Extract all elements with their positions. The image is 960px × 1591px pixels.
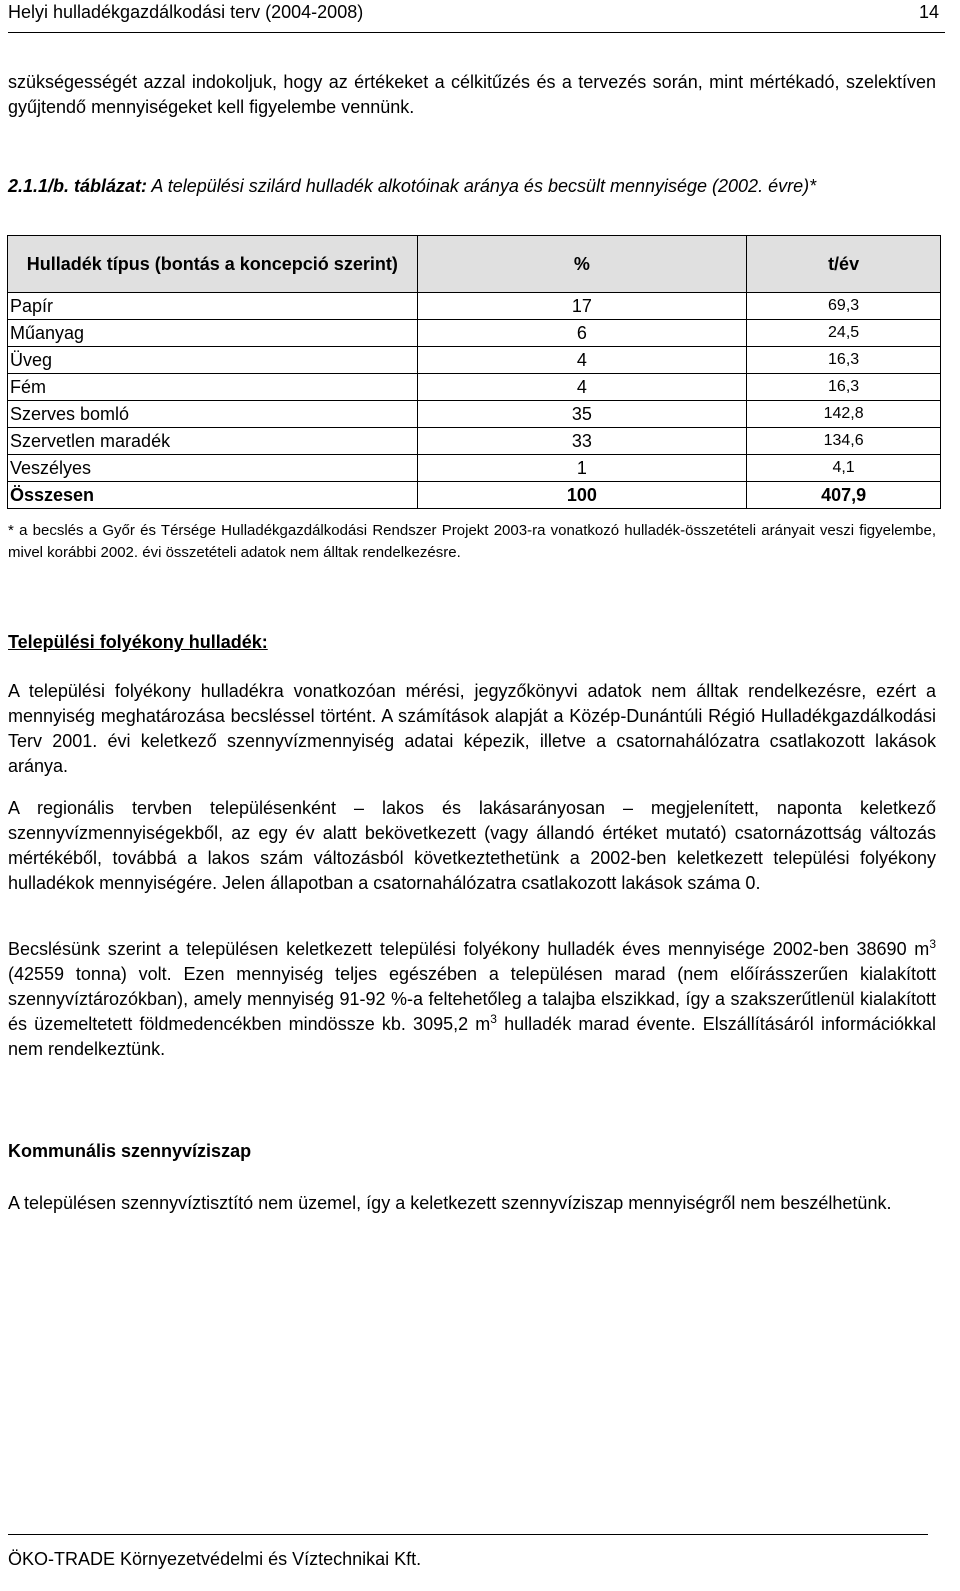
- table-total-row: [8, 482, 941, 509]
- waste-composition-table: [7, 235, 941, 509]
- table-row: [8, 293, 941, 320]
- page-header: [8, 0, 945, 33]
- percent-cell: 6: [417, 320, 747, 347]
- waste-type-cell: Szerves bomló: [8, 401, 418, 428]
- paragraph-3-part-a: Becslésünk szerint a településen keletkezett települési folyékony hulladék éves mennyisége 2002-ben 38690 m: [8, 939, 930, 959]
- table-footnote: * a becslés a Győr és Térsége Hulladékgazdálkodási Rendszer Projekt 2003-ra vonatkozó hulladék-összetételi arányait veszi figyelembe, mivel korábbi 2002. évi összetételi adatok nem álltak rendelkezésre.: [8, 522, 936, 561]
- waste-type-cell: Szervetlen maradék: [8, 428, 418, 455]
- waste-type-cell: Műanyag: [8, 320, 418, 347]
- footer-company: ÖKO-TRADE Környezetvédelmi és Víztechnikai Kft.: [8, 1549, 422, 1569]
- header-percent: %: [417, 236, 747, 293]
- waste-type-cell: Veszélyes: [8, 455, 418, 482]
- tons-cell: 16,3: [747, 374, 941, 401]
- tons-cell: 24,5: [747, 320, 941, 347]
- percent-cell: 17: [417, 293, 747, 320]
- table-caption: [8, 174, 936, 199]
- table-caption-label: 2.1.1/b. táblázat:: [8, 176, 148, 196]
- paragraph-3-part-b: (42559 tonna) volt. Ezen mennyiség teljes egészében a településen marad (nem előírásszerűen kialakított szennyvíztározókban), amely mennyiség 91-92 %-a feltehetőleg a talajba elszikkad, így a szakszerűtlenül kialakított és üzemeltetett földmedencékben mindössze kb. 3095,2 m: [8, 964, 936, 1034]
- header-waste-type: Hulladék típus (bontás a koncepció szerint): [8, 236, 418, 293]
- superscript-cubic: 3: [929, 937, 936, 951]
- table-caption-text: A települési szilárd hulladék alkotóinak aránya és becsült mennyisége (2002. évre)*: [147, 176, 817, 196]
- percent-cell: 1: [417, 455, 747, 482]
- intro-paragraph: szükségességét azzal indokoljuk, hogy az értékeket a célkitűzés és a tervezés során, mint mértékadó, szelektíven gyűjtendő mennyiségeket kell figyelembe vennünk.: [8, 72, 936, 117]
- percent-cell: 35: [417, 401, 747, 428]
- table-row: [8, 455, 941, 482]
- total-label-cell: Összesen: [8, 482, 418, 509]
- page-number: 14: [918, 2, 939, 22]
- table-row: [8, 401, 941, 428]
- total-percent-cell: 100: [417, 482, 747, 509]
- percent-cell: 4: [417, 374, 747, 401]
- liquid-waste-paragraph-2: A regionális tervben településenként – lakos és lakásarányosan – megjelenített, naponta keletkező szennyvízmennyiségekből, az egy év alatt bekövetkezett (vagy állandó értéket mutató) csatornázottság változás mértékéből, továbbá a lakos szám változásból következtethetünk a 2002-ben keletkezett települési folyékony hulladékok mennyiségére. Jelen állapotban a csatornahálózatra csatlakozott lakások száma 0.: [8, 798, 936, 893]
- table-row: [8, 347, 941, 374]
- section-heading-sludge: Kommunális szennyvíziszap: [8, 1141, 252, 1161]
- liquid-waste-paragraph-1: A települési folyékony hulladékra vonatkozóan mérési, jegyzőkönyvi adatok nem álltak rendelkezésre, ezért a mennyiség meghatározása becsléssel történt. A számítások alapját a Közép-Dunántúli Régió Hulladékgazdálkodási Terv 2001. évi keletkező szennyvízmennyiség adatai képezik, illetve a csatornahálózatra csatlakozott lakások aránya.: [8, 681, 936, 776]
- tons-cell: 4,1: [747, 455, 941, 482]
- document-title: Helyi hulladékgazdálkodási terv (2004-2008): [8, 2, 364, 22]
- tons-cell: 69,3: [747, 293, 941, 320]
- table-row: [8, 428, 941, 455]
- waste-type-cell: Papír: [8, 293, 418, 320]
- table-row: [8, 320, 941, 347]
- page-footer: [8, 1534, 928, 1569]
- table-header-row: [8, 236, 941, 293]
- percent-cell: 33: [417, 428, 747, 455]
- section-heading-liquid-waste: Települési folyékony hulladék:: [8, 632, 268, 652]
- waste-type-cell: Üveg: [8, 347, 418, 374]
- superscript-cubic: 3: [490, 1012, 497, 1026]
- tons-cell: 16,3: [747, 347, 941, 374]
- header-tons-per-year: t/év: [747, 236, 941, 293]
- tons-cell: 142,8: [747, 401, 941, 428]
- waste-type-cell: Fém: [8, 374, 418, 401]
- liquid-waste-paragraph-3: [8, 937, 936, 1062]
- total-tons-cell: 407,9: [747, 482, 941, 509]
- paragraph-3-part-c: hulladék marad évente. Elszállításáról információkkal nem rendelkeztünk.: [8, 1014, 937, 1059]
- tons-cell: 134,6: [747, 428, 941, 455]
- table-row: [8, 374, 941, 401]
- percent-cell: 4: [417, 347, 747, 374]
- sludge-paragraph: A településen szennyvíztisztító nem üzemel, így a keletkezett szennyvíziszap mennyiségről nem beszélhetünk.: [8, 1193, 892, 1213]
